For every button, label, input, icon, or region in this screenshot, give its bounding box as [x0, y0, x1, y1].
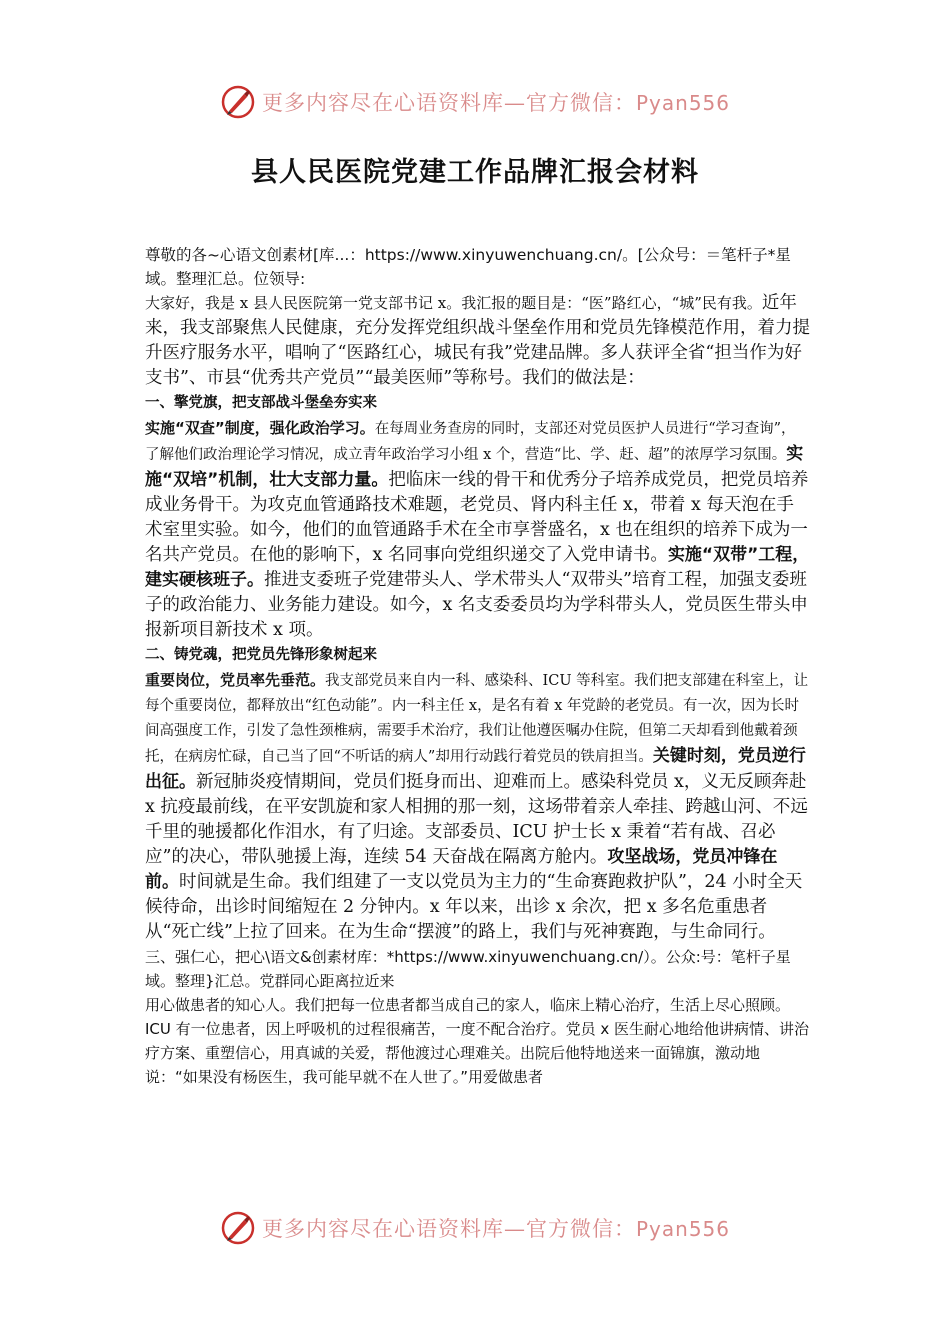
- pen-logo-icon: [220, 1210, 256, 1246]
- watermark-banner-top: [0, 82, 950, 122]
- pen-logo-icon: [220, 84, 256, 120]
- section3-paragraph: 用心做患者的知心人。我们把每一位患者都当成自己的家人，临床上精心治疗，生活上尽心照顾。ICU 有一位患者，因上呼吸机的过程很痛苦，一度不配合治疗。党员 x 医生耐心地给他讲病情、讲治疗方案、重塑信心，用真诚的关爱，帮他渡过心理难关。出院后他特地送来一面锦旗，激动地说：“如果没有杨医生，我可能早就不在人世了。”用爱做患者: [145, 996, 810, 1086]
- section-heading-3: 三、强仁心，把心\语文&创素材库：*https://www.xinyuwenchuang.cn/）。公众:号：笔杆子星域。整理}汇总。党群同心距离拉近来: [145, 948, 791, 990]
- intro-paragraph: 大家好，我是 x 县人民医院第一党支部书记 x。我汇报的题目是：“医”路红心，“城”民有我。近年来，我支部聚焦人民健康，充分发挥党组织战斗堡垒作用和党员先锋模范作用，着力提升医疗服务水平，唱响了“医路红心，城民有我”党建品牌。多人获评全省“担当作为好支书”、市县“优秀共产党员”“最美医师”等称号。我们的做法是：: [145, 293, 810, 388]
- watermark-text: 更多内容尽在心语资料库—官方微信：Pyan556: [261, 1217, 730, 1241]
- section-heading-1: 一、擎党旗，把支部战斗堡垒夯实来: [145, 395, 377, 411]
- section-heading-2: 二、铸党魂，把党员先锋形象树起来: [145, 647, 377, 663]
- document-title: 县人民医院党建工作品牌汇报会材料: [251, 157, 699, 188]
- watermark-banner-bottom: [0, 1208, 950, 1248]
- section1-paragraph: 实施“双查”制度，强化政治学习。在每周业务查房的同时，支部还对党员医护人员进行“学习查询”，了解他们政治理论学习情况，成立青年政治学习小组 x 个，营造“比、学、赶、超”的浓厚学习氛围。实施“双培”机制，壮大支部力量。把临床一线的骨干和优秀分子培养成党员，把党员培养成业务骨干。为攻克血管通路技术难题，老党员、肾内科主任 x，带着 x 每天泡在手术室里实验。如今，他们的血管通路手术在全市享誉盛名，x 也在组织的培养下成为一名共产党员。在他的影响下，x 名同事向党组织递交了入党申请书。实施“双带”工程，建实硬核班子。推进支委班子党建带头人、学术带头人“双带头”培育工程，加强支委班子的政治能力、业务能力建设。如今，x 名支委委员均为学科带头人，党员医生带头申报新项目新技术 x 项。: [145, 419, 810, 640]
- greeting-line: 尊敬的各~心语文创素材[库...：https://www.xinyuwenchuang.cn/。[公众号：＝笔杆子*星域。整理汇总。位领导:: [145, 246, 791, 288]
- document-body: [145, 243, 810, 1089]
- watermark-text: 更多内容尽在心语资料库—官方微信：Pyan556: [261, 91, 730, 115]
- section2-paragraph: 重要岗位，党员率先垂范。我支部党员来自内一科、感染科、ICU 等科室。我们把支部建在科室上，让每个重要岗位，都释放出“红色动能”。内一科主任 x，是名有着 x 年党龄的老党员。有一次，因为长时间高强度工作，引发了急性颈椎病，需要手术治疗，我们让他遵医嘱办住院，但第二天却看到他戴着颈托，在病房忙碌，自己当了回“不听话的病人”却用行动践行着党员的铁肩担当。关键时刻，党员逆行出征。新冠肺炎疫情期间，党员们挺身而出、迎难而上。感染科党员 x，义无反顾奔赴 x 抗疫最前线，在平安凯旋和家人相拥的那一刻，这场带着亲人牵挂、跨越山河、不远千里的驰援都化作泪水，有了归途。支部委员、ICU 护士长 x 秉着“若有战、召必应”的决心，带队驰援上海，连续 54 天奋战在隔离方舱内。攻坚战场，党员冲锋在前。时间就是生命。我们组建了一支以党员为主力的“生命赛跑救护队”，24 小时全天候待命，出诊时间缩短在 2 分钟内。x 年以来，出诊 x 余次，把 x 多名危重患者从“死亡线”上拉了回来。在为生命“摆渡”的路上，我们与死神赛跑，与生命同行。: [145, 671, 809, 942]
